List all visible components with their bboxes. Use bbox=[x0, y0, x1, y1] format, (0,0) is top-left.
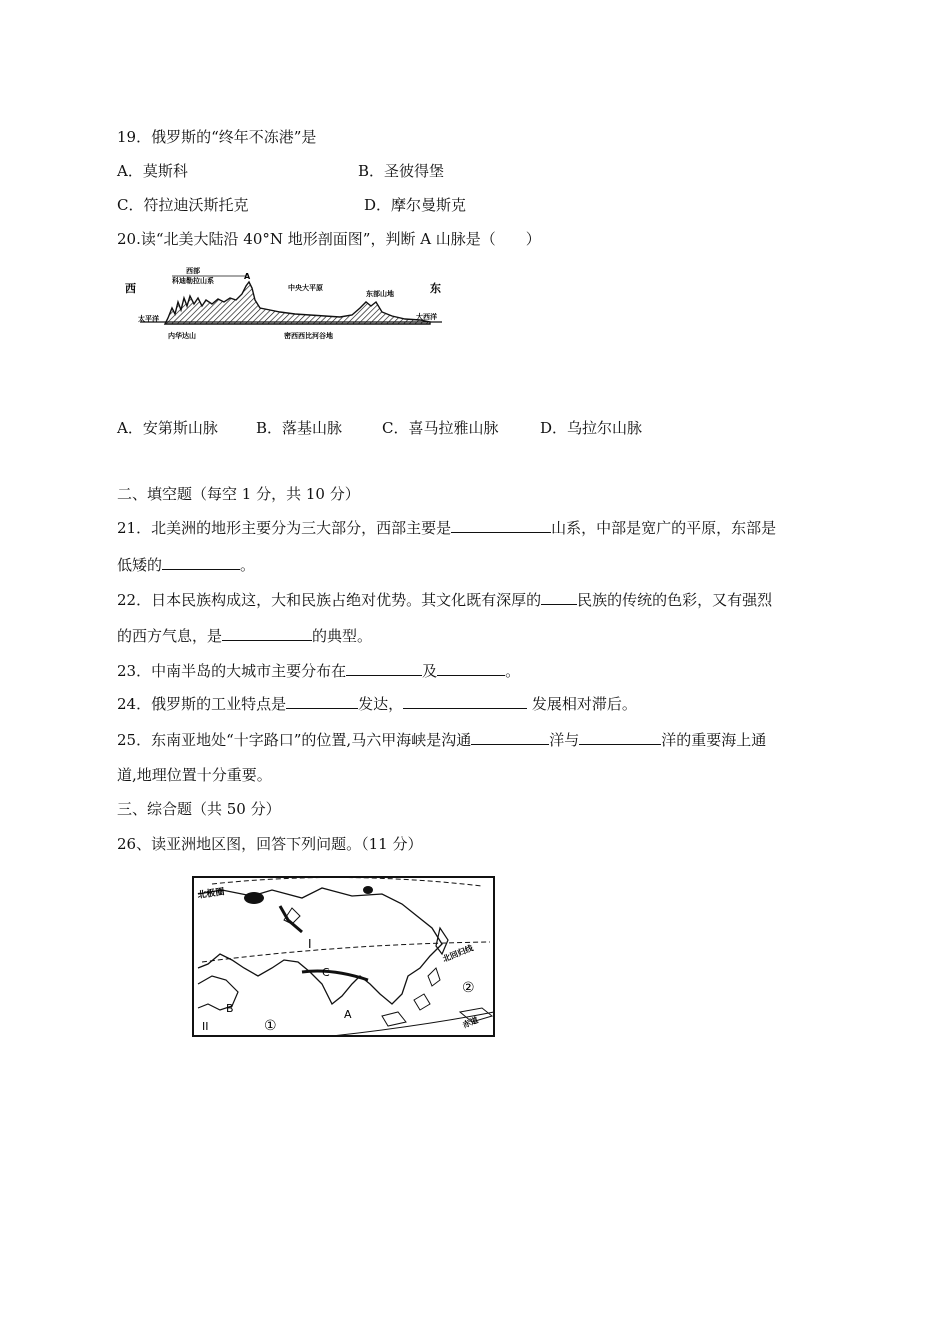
q24-text-b: 发达， bbox=[358, 695, 404, 713]
asia-map-figure bbox=[192, 876, 496, 1038]
west-range-label-1: 西部 bbox=[186, 267, 200, 275]
map-label-c: C bbox=[322, 966, 330, 979]
q23-text-b: 及 bbox=[422, 662, 438, 680]
q20-option-d: D．乌拉尔山脉 bbox=[540, 419, 643, 437]
q21-line1 bbox=[117, 518, 776, 538]
q21-text-c: 低矮的 bbox=[117, 556, 163, 574]
q24-text-c: 发展相对滞后。 bbox=[527, 695, 637, 713]
tropic-label: 北回归线 bbox=[441, 943, 475, 964]
arctic-circle-label: 北极圈 bbox=[197, 887, 226, 901]
q19-option-c: C．符拉迪沃斯托克 bbox=[117, 196, 249, 214]
q19-option-a: A．莫斯科 bbox=[117, 162, 188, 180]
q25-line1 bbox=[117, 730, 766, 750]
q20-stem: 20.读“北美大陆沿 40°N 地形剖面图”，判断 A 山脉是（ ） bbox=[117, 230, 541, 248]
q21-text-d: 。 bbox=[240, 556, 256, 574]
q25-blank-1[interactable] bbox=[471, 730, 549, 745]
q20-option-a: A．安第斯山脉 bbox=[117, 419, 218, 437]
q22-line1 bbox=[117, 590, 772, 610]
profile-a-label: A bbox=[244, 272, 251, 281]
q19-stem: 19．俄罗斯的“终年不冻港”是 bbox=[117, 128, 317, 146]
map-label-a: A bbox=[344, 1008, 352, 1021]
q21-text-b: 山系，中部是宽广的平原，东部是 bbox=[551, 519, 777, 537]
q25-line2: 道,地理位置十分重要。 bbox=[117, 766, 272, 784]
west-label: 西 bbox=[125, 282, 136, 295]
q19-option-b: B．圣彼得堡 bbox=[358, 162, 445, 180]
q19-option-d: D．摩尔曼斯克 bbox=[364, 196, 467, 214]
map-label-ii: II bbox=[202, 1020, 209, 1033]
atlantic-label: 大西洋 bbox=[416, 313, 437, 321]
equator-label: 赤道 bbox=[461, 1015, 480, 1030]
q24-text-a: 24．俄罗斯的工业特点是 bbox=[117, 695, 287, 713]
q25-text-c: 洋的重要海上通 bbox=[661, 731, 767, 749]
plain-label: 中央大平原 bbox=[288, 284, 323, 292]
q24-blank-1[interactable] bbox=[286, 694, 358, 709]
q25-text-a: 25．东南亚地处“十字路口”的位置,马六甲海峡是沟通 bbox=[117, 731, 472, 749]
q23-text-c: 。 bbox=[505, 662, 521, 680]
q25-text-b: 洋与 bbox=[549, 731, 580, 749]
map-label-i: I bbox=[308, 937, 312, 951]
map-label-1: ① bbox=[264, 1018, 277, 1034]
section3-heading: 三、综合题（共 50 分） bbox=[117, 800, 281, 818]
pacific-label: 太平洋 bbox=[138, 315, 159, 323]
q22-text-c: 的西方气息，是 bbox=[117, 627, 223, 645]
q23-blank-1[interactable] bbox=[346, 661, 422, 676]
q20-option-c: C．喜马拉雅山脉 bbox=[382, 419, 499, 437]
q24-blank-2[interactable] bbox=[403, 694, 527, 709]
q23-text-a: 23．中南半岛的大城市主要分布在 bbox=[117, 662, 347, 680]
q22-text-a: 22．日本民族构成这，大和民族占绝对优势。其文化既有深厚的 bbox=[117, 591, 542, 609]
section2-heading: 二、填空题（每空 1 分，共 10 分） bbox=[117, 485, 360, 503]
west-range-label-2: 科迪勒拉山系 bbox=[172, 277, 214, 285]
map-label-2: ② bbox=[462, 980, 475, 996]
q23-line bbox=[117, 661, 520, 681]
island-mark bbox=[244, 892, 264, 904]
q23-blank-2[interactable] bbox=[437, 661, 505, 676]
q21-text-a: 21．北美洲的地形主要分为三大部分，西部主要是 bbox=[117, 519, 452, 537]
q25-blank-2[interactable] bbox=[579, 730, 661, 745]
east-label: 东 bbox=[430, 282, 441, 295]
terrain-profile-figure bbox=[120, 262, 450, 344]
q21-blank-1[interactable] bbox=[451, 518, 551, 533]
mississippi-label: 密西西比河谷地 bbox=[284, 332, 333, 340]
q22-blank-2[interactable] bbox=[222, 626, 312, 641]
q24-line bbox=[117, 694, 637, 714]
map-label-b: B bbox=[226, 1002, 234, 1015]
q22-line2 bbox=[117, 626, 372, 646]
q22-text-b: 民族的传统的色彩，又有强烈 bbox=[577, 591, 773, 609]
q22-text-d: 的典型。 bbox=[312, 627, 373, 645]
east-mountains-label: 东部山地 bbox=[366, 290, 394, 298]
q22-blank-1[interactable] bbox=[541, 590, 577, 605]
q21-line2 bbox=[117, 555, 255, 575]
nevada-label: 内华达山 bbox=[168, 332, 196, 340]
q20-option-b: B．落基山脉 bbox=[256, 419, 343, 437]
q21-blank-2[interactable] bbox=[162, 555, 240, 570]
q26-stem: 26、读亚洲地区图，回答下列问题。（11 分） bbox=[117, 835, 423, 853]
